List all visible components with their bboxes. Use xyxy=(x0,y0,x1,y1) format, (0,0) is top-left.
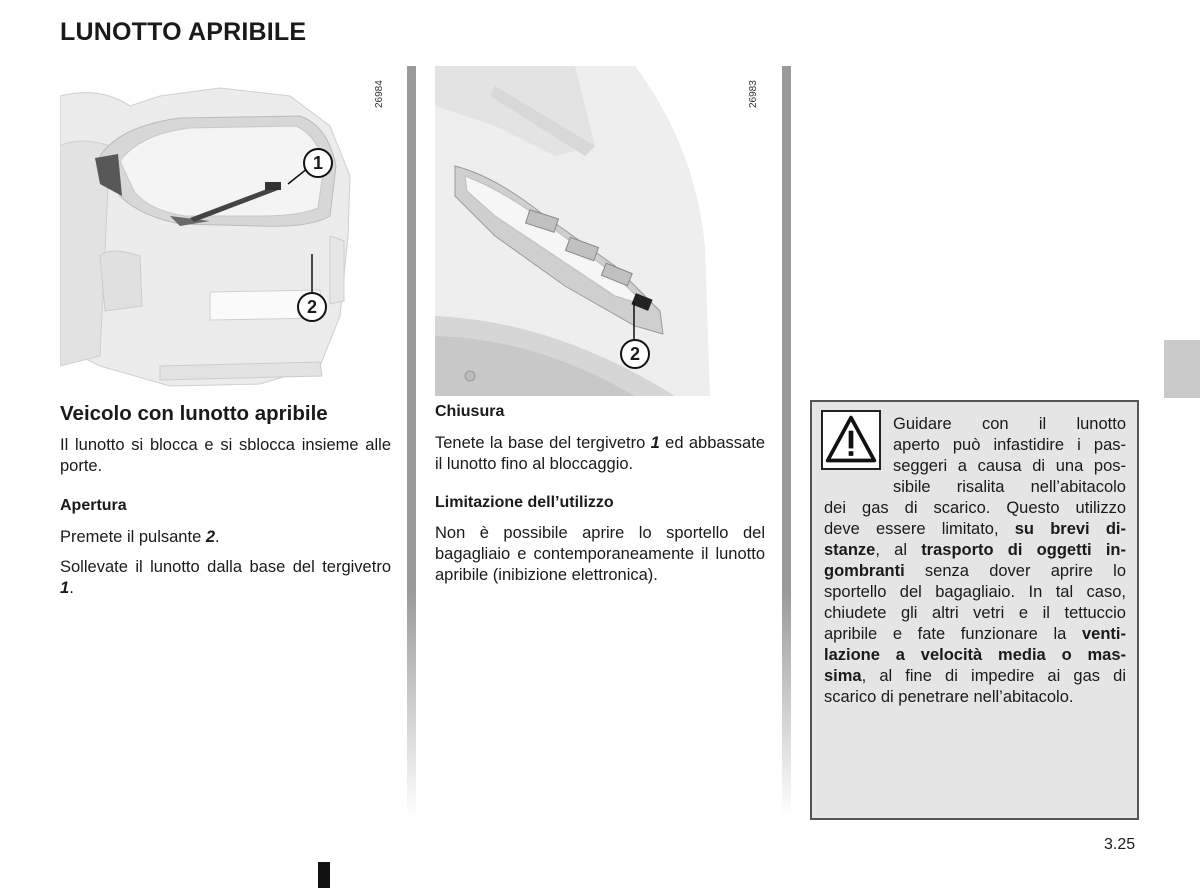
chapter-tab xyxy=(1164,340,1200,398)
warning-line: Guidare con il lunotto xyxy=(893,415,1126,433)
callout-1: 1 xyxy=(303,148,333,178)
warning-line: gombranti senza dover aprire lo xyxy=(824,562,1126,580)
warning-line: sportello del bagagliaio. In tal caso, xyxy=(824,583,1126,601)
warning-line: stanze, al trasporto di oggetti in- xyxy=(824,541,1126,559)
section-heading: Veicolo con lunotto apribile xyxy=(60,402,328,425)
warning-line: aperto può infastidire i pas- xyxy=(893,436,1126,454)
warning-line: deve essere limitato, su brevi di- xyxy=(824,520,1126,538)
warning-line: chiudete gli altri vetri e il tettuccio xyxy=(824,604,1126,622)
warning-triangle-icon xyxy=(821,410,881,470)
car-rear-illustration xyxy=(60,66,386,396)
figure-ref-number: 26983 xyxy=(748,80,759,108)
subheading-limitazione: Limitazione dell’utilizzo xyxy=(435,494,614,511)
warning-line: lazione a velocità media o mas- xyxy=(824,646,1126,664)
binding-mark xyxy=(318,862,330,888)
paragraph-apertura-2: Sollevate il lunotto dalla base del tergivetro 1. xyxy=(60,558,391,597)
column-divider xyxy=(782,66,791,816)
warning-line: sibile risalita nell’abitacolo xyxy=(893,478,1126,496)
page-number: 3.25 xyxy=(1104,836,1136,853)
warning-line: scarico di penetrare nell’abitacolo. xyxy=(824,688,1074,706)
page-title: LUNOTTO APRIBILE xyxy=(60,18,307,46)
figure-ref-number: 26984 xyxy=(374,80,385,108)
figure-tailgate-detail xyxy=(435,66,761,396)
warning-line: seggeri a causa di una pos- xyxy=(893,457,1126,475)
paragraph-apertura-1: Premete il pulsante 2. xyxy=(60,528,220,546)
callout-2: 2 xyxy=(620,339,650,369)
subheading-chiusura: Chiusura xyxy=(435,403,505,420)
column-divider xyxy=(407,66,416,816)
paragraph-intro: Il lunotto si blocca e si sblocca insieme alle porte. xyxy=(60,436,391,475)
warning-line: dei gas di scarico. Questo utilizzo xyxy=(824,499,1126,517)
tailgate-detail-illustration xyxy=(435,66,761,396)
callout-2: 2 xyxy=(297,292,327,322)
warning-line: sima, al fine di impedire ai gas di xyxy=(824,667,1126,685)
subheading-apertura: Apertura xyxy=(60,497,127,514)
warning-line: apribile e fate funzionare la venti- xyxy=(824,625,1126,643)
paragraph-limitazione: Non è possibile aprire lo sportello del bagagliaio e contemporaneamente il lunotto apribile (inibizione elettronica). xyxy=(435,524,765,584)
figure-rear-window-car xyxy=(60,66,386,396)
paragraph-chiusura: Tenete la base del tergivetro 1 ed abbassate il lunotto fino al bloccaggio. xyxy=(435,434,765,473)
